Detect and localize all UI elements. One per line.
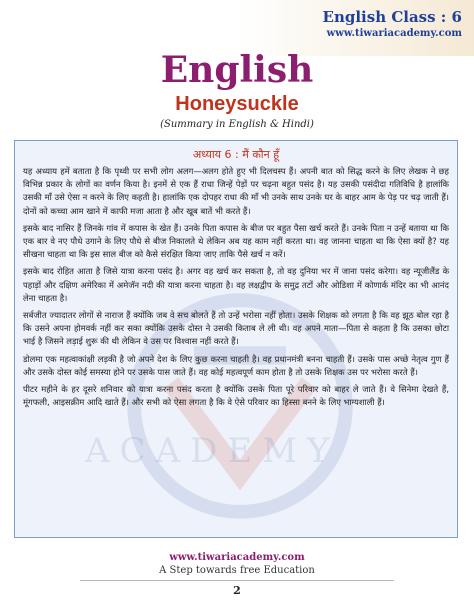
page-title: English	[160, 49, 314, 91]
page-number: 2	[233, 584, 241, 597]
paragraph-nasir: इसके बाद नासिर हैं जिनके गांव में कपास के खेत हैं। उनके पिता कपास के बीज पर बहुत पैसा खर्च करते हैं। उनके पिता न उन्हें बताया था कि एक बार वे नए पौधे उगाने के लिए पौधे से बीज निकालते थे लेकिन अब यह काम नहीं करता था। वह जानना चाहता था कि ऐसा क्यों है? यह सीखना चाहता था कि इस साल बीज को कैसे संरक्षित किया जाए ताकि पैसे खर्च न करें।	[23, 222, 449, 260]
paragraph-sarabjeet: सर्बजीत ज्यादातर लोगों से नाराज हैं क्योंकि जब वे सच बोलते हैं तो उन्हें भरोसा नहीं होता। उसके शिक्षक को लगता है कि वह झूठ बोल रहा है कि उसने अपना होमवर्क नहीं कर सका क्योंकि उसके दोस्त ने उसकी किताब ले ली थी। वह अपने माता—पिता से कहता है कि उसका छोटा भाई है जिसने लड़ाई शुरू की थी लेकिन वे उस पर विश्वास नहीं करते हैं।	[23, 310, 449, 347]
paragraph-peter: पीटर महीने के हर दूसरे शनिवार को यात्रा करना पसंद करता है क्योंकि उसके पिता पूरे परिवार को बाहर ले जाते हैं। वे सिनेमा देखते हैं, मूंगफली, आइसक्रीम आदि खाते हैं। और सभी को ऐसा लगता है कि वे ऐसे परिवार का हिस्सा बनने के लिए भाग्यशाली हैं।	[23, 384, 449, 408]
summary-note: (Summary in English & Hindi)	[160, 119, 314, 130]
header-website-link[interactable]: www.tiwariacademy.com	[326, 28, 462, 39]
footer-website-link[interactable]: www.tiwariacademy.com	[169, 552, 305, 563]
book-subtitle: Honeysuckle	[175, 93, 299, 115]
paragraph-dolma: डोलमा एक महत्वाकांक्षी लड़की है जो अपने देश के लिए कुछ करना चाहती है। वह प्रधानमंत्री बनना चाहती हैं। उसके पास अच्छे नेतृत्व गुण हैं और उसके दोस्त कोई समस्या होने पर उसके पास जाते हैं। वह कोई महत्वपूर्ण काम होता है तो उसके शिक्षक उस पर भरोसा करते हैं।	[23, 353, 449, 377]
chapter-heading: अध्याय 6 : मैं कौन हूँ	[192, 148, 280, 161]
paragraph-radha: यह अध्याय हमें बताता है कि पृथ्वी पर सभी लोग अलग—अलग होते हुए भी दिलचस्प हैं। अपनी बात को सिद्ध करने के लिए लेखक ने छह विभिन्न प्रकार के लोगों का वर्णन किया है। इनमें से एक हैं राधा जिन्हें पेड़ों पर चढ़ना बहुत पसंद है। यह उसकी पसंदीदा गतिविधि है हालांकि उसकी माँ उसे ऐसा न करने के लिए कहती है। हालांकि एक दोपहर राधा की माँ भी उनके साथ उनके घर के बाहर आम के पेड़ पर चढ़ जाती हैं। दोनों को कच्चा आम खाने में काफी मजा आता है और खूब बातें भी करते हैं।	[23, 166, 449, 216]
summary-box	[14, 140, 458, 538]
footer-divider	[80, 580, 394, 581]
class-label: English Class : 6	[322, 8, 462, 26]
footer-tagline: A Step towards free Education	[159, 565, 315, 576]
paragraph-rohit: इसके बाद रोहित आता है जिसे यात्रा करना पसंद है। अगर वह खर्च कर सकता है, तो वह दुनिया भर में जाना पसंद करेगा। वह न्यूजीलैंड के पहाड़ों और दक्षिण अमेरिका में अमेजॅन नदी की यात्रा करना चाहता है। वह लक्षद्वीप के समुद्र तटों और ओडिशा में कोणार्क मंदिर का भी आनंद लेना चाहता है।	[23, 266, 449, 303]
academy-watermark-text: ACADEMY	[85, 431, 340, 471]
